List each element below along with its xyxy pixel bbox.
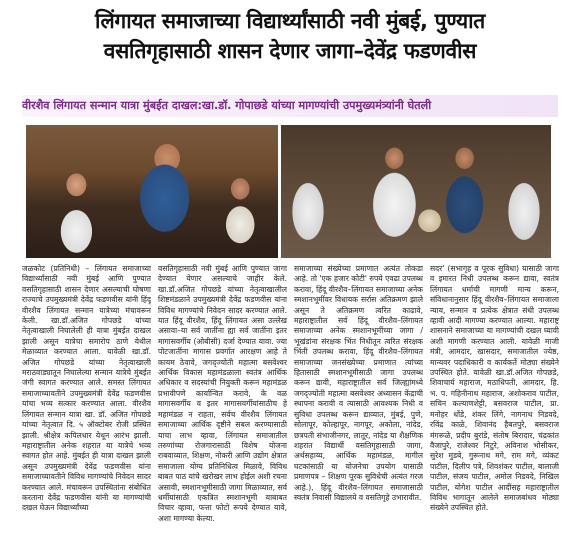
headline xyxy=(0,6,580,66)
photo-fadnavis-speaking xyxy=(26,125,278,258)
article-column-3: समाजाच्या संख्येच्या प्रमाणात अत्यंत तोकडा आहे. तो 'एक हजार कोटी' रुपये एवढा उपलब्ध करावा, हिंदू वीरशैव–लिंगायत समाजाच्या अनेक स्मशानभूमींवर विधायक सर्रास अतिक्रमण झाले असून ते अतिक्रमण त्वरित काढावे, महाराष्ट्रातील सर्व हिंदू वीरशैव–लिंगायत समाजाच्या अनेक स्मशानभूमींच्या जागा /भूखंडांना संरक्षक भिंत निधीतून त्वरित संरक्षक भिंती उपलब्ध करावा, हिंदू वीरशैव–लिंगायत समाजाच्या जनसंख्येच्या प्रमाणात त्यांच्या हितासाठी स्मशानभूमीसाठी जागा उपलब्ध करून द्यावी, महाराष्ट्रातील सर्व जिल्ह्यांमध्ये जगद्ज्योती महात्मा बसवेश्वर अध्यासन केंद्राची स्थापना करावी व त्यासाठी आवश्यक निधी व सुविधा उपलब्ध करून द्याव्यात, मुंबई, पुणे, सोलापूर, कोल्हापूर, नागपूर, अकोला, नांदेड, छत्रपती संभाजीनगर, लातूर, नांदेड या शैक्षणिक शहरात विद्यार्थी वसतिगृहासाठी जागा, अर्थसहाय्य, आर्थिक महामंडळ, मागील घटकांसाठी या योजनेचा उपयोग यासाठी प्रमाणपत्र – शिक्षण पूरक सुविधेची अत्यंत गरज आहे.), हिंदू वीरशैव–लिंगायत समाजासाठी स्वतंत्र निवासी विद्यालये व वसतिगृहे उभारावीत. xyxy=(294,264,423,502)
article-column-2: वसतिगृहासाठी नवी मुंबई आणि पुण्यात जागा देण्यात येणार असल्याचे जाहीर केले. खा.डॉ.अजित गोपछडे यांच्या नेतृत्वाखालील शिष्टमंडळाने उपमुख्यमंत्री देवेंद्र फडणवीस यांना विविध मागण्यांचे निवेदन सादर करण्यात आले. यात हिंदू वीरशैव, हिंदू लिंगायत असा उल्लेख असावा–या सर्व जातींना ह्या सर्व जातींना इतर मागासवर्गीय (ओबीसी) दर्जा देण्यात यावा. ज्या पोटजातींना मागास प्रवर्गात आरक्षण आहे ते कायम ठेवावे, जगद्ज्योती महात्मा बसवेश्वर आर्थिक विकास महामंडळाला स्वतंत्र आर्थिक अधिकार व सदस्यांची नियुक्ती करून महामंडळ प्रभावीपणे कार्यान्वित करावे, के वळ मागासवर्गीय व इतर मागासवर्गीयांसाठीच हे महामंडळ न राहता, सर्वच वीरशैव लिंगायत समाजाच्या आर्थिक दृष्टीने सबल करण्यासाठी याचा लाभ व्हावा, लिंगायत समाजातील तरुणांच्या रोजगारासाठी विशेष योजना राबवाव्यात, शिक्षण, नोकरी आणि उद्योग क्षेत्रात समाजाला योग्य प्रतिनिधित्व मिळावे, विविध बाबत पाठ यांचे खरोखर लाभ होईल अशी रचना असावी, स्मशानभूमीसाठी जागा मिळाव्यात, सर्व धर्मीयांसाठी एकत्रित स्मशानभूमी याबाबत विचार व्हावा, फत्ता फोटो रूपये देण्यात यावे, अशा मागण्या केल्या. xyxy=(158,264,287,523)
article-body xyxy=(22,264,560,530)
headline-line-2: वसतिगृहासाठी शासन देणार जागा–देवेंद्र फडणवीस xyxy=(103,39,477,63)
photo-felicitation xyxy=(281,125,551,258)
article-column-1: जळकोट (प्रतिनिधी) – लिंगायत समाजाच्या विद्यार्थ्यांसाठी नवी मुंबई आणि पुण्यात वसतिगृहासाठी शासन देणार असल्याची घोषणा राज्याचे उपमुख्यमंत्री देवेंद्र फडणवीस यांनी हिंदू वीरशैव लिंगायत सन्मान यात्रेच्या मंचावरून केली. खा.डॉ.अजित गोपछडे यांच्या नेतृत्वाखाली निघालेली ही यात्रा मुंबईत दाखल झाली असून यात्रेचा समारोप ठाणे येथील मेळाव्यात करण्यात आला. यावेळी खा.डॉ. अजित गोपछडे यांच्या नेतृत्वाखाली मराठवाड्यातून निघालेल्या सन्मान यात्रेचे मुंबईत जंगी स्वागत करण्यात आले. समस्त लिंगायत समाजाच्यावतीने उपमुख्यमंत्री देवेंद्र फडणवीस यांचा भव्य सत्कार करण्यात आला. वीरशैव लिंगायत सन्मान यात्रा खा. डॉ. अजित गोपछडे यांच्या नेतृत्वात दि. ५ ऑक्टोबर रोजी प्रस्थित झाली. श्रीक्षेत्र कपिलधार येथून आरंभ झाली. महाराष्ट्रातील अनेक शहरात या यात्रेचे भव्य स्वागत होत आहे. मुंबईत ही यात्रा दाखल झाली असून उपमुख्यमंत्री देवेंद्र फडणवीस यांना समाजाच्यावतीने विविध मागण्यांचे निवेदन सादर करण्यात आले. मंचावरून उपस्थितांना संबोधित करताना देवेंद्र फडणवीस यांनी या मागण्यांची दखल घेऊन विद्यार्थ्यांच्या xyxy=(22,264,151,513)
subheadline: वीरशैव लिंगायत सन्मान यात्रा मुंबईत दाखल:खा.डॉ. गोपाछडे यांच्या मागण्यांची उपमुख्यमंत्र्यांनी घेतली xyxy=(22,95,558,117)
article-column-4: सदर' (सभागृह व पूरक सुविधा) यासाठी जागा व इमारत निधी उपलब्ध करून द्यावा, स्वतंत्र लिंगायत धर्माची मागणी मान्य करून, संविधानानुसार हिंदू वीरशैव–लिंगायत समाजाला न्याय, सन्मान व प्रत्येक क्षेत्रात संधी उपलब्ध व्हावी आदी मागण्या करण्यात आल्या. महाराष्ट्र शासनाने समाजाच्या या मागण्यांची दखल घ्यावी अशी मागणी करण्यात आली. यावेळी माजी मंत्री, आमदार, खासदार, समाजातील ज्येष्ठ, मान्यवर पदाधिकारी व कार्यकर्ते मोठ्या संख्येने उपस्थित होते. यावेळी खा.डॉ.अजित गोपछडे, शिवाचार्य महाराज, मठाधिपती, आमदार, हि. भ. प. गहिनीनाथ महाराज, अशोकराव पाटील, सचिन कल्याणशेट्टी, बसवराज पाटील, प्रा. मनोहर धोंडे, शंकर लिंगे, नागनाथ निडवदे, रविंद्र काळे, शिवानंद हैबतपुरे, बसवराज मंगरूळे, प्रदीप बुरांडे, संतोष बिरादार, चंद्रकांत वैजापुरे, राजेश्वर निटुरे, अविनाश भोसीकर, सुरेश मुडबे, गुरूनाथ मगे, राम मगे, व्यंकट पाटील, दिलीप पत्रे, शिवशंकर पाटील, बालाजी पाटील, संजय पाटील, अमोल निडवदे, निखिल पाटील, योगेश पाटील आदींसह महाराष्ट्रातील विविध भागातून आलेले समाजबांधव मोठ्या संख्येने उपस्थित होते. xyxy=(430,264,559,513)
headline-line-1: लिंगायत समाजाच्या विद्यार्थ्यांसाठी नवी मुंबई, पुण्यात xyxy=(95,9,485,33)
